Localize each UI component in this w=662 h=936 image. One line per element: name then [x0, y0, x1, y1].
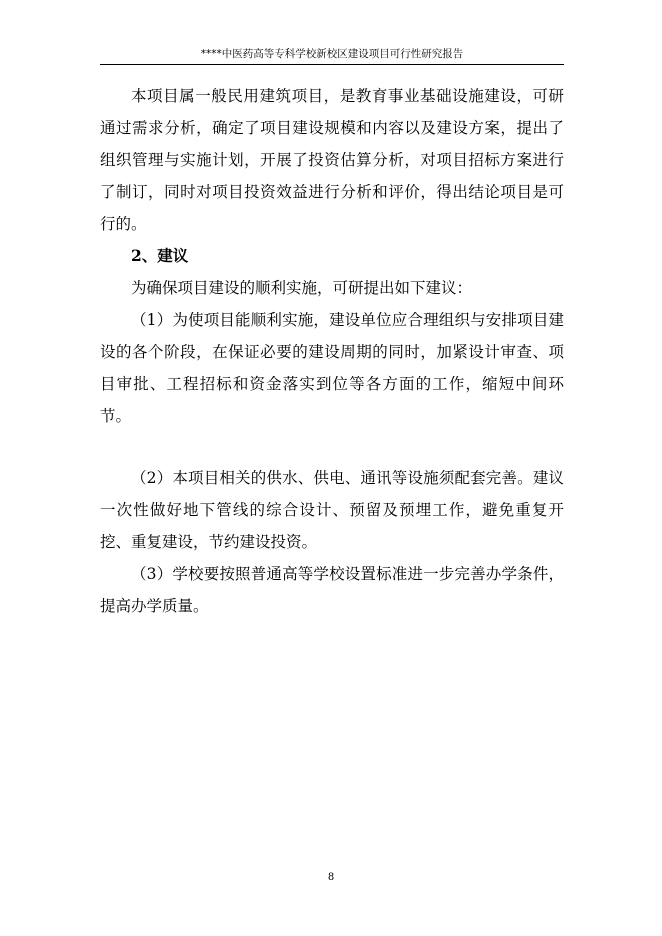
conclusion-paragraph: 本项目属一般民用建筑项目，是教育事业基础设施建设，可研通过需求分析，确定了项目建设规模和内容以及建设方案，提出了组织管理与实施计划，开展了投资估算分析，对项目招标方案进行了制订，同时对项目投资效益进行分析和评价，得出结论项目是可行的。: [100, 87, 564, 233]
document-body: [100, 80, 564, 622]
section-title: 2、建议: [131, 246, 189, 265]
paragraph-gap: [100, 432, 564, 462]
page-number: 8: [327, 872, 335, 883]
suggestion-item-2: （2）本项目相关的供水、供电、通讯等设施须配套完善。建议一次性做好地下管线的综合设计、预留及预埋工作，避免重复开挖、重复建设，节约建设投资。: [100, 469, 564, 551]
header-divider: [100, 64, 564, 65]
suggestion-item-1: （1）为使项目能顺利实施，建设单位应合理组织与安排项目建设的各个阶段，在保证必要的建设周期的同时，加紧设计审查、项目审批、工程招标和资金落实到位等各方面的工作，缩短中间环节。: [100, 311, 564, 425]
page-header: ****中医药高等专科学校新校区建设项目可行性研究报告: [200, 48, 464, 60]
suggestion-item-3: （3）学校要按照普通高等学校设置标准进一步完善办学条件，提高办学质量。: [100, 565, 564, 615]
suggestions-intro: 为确保项目建设的顺利实施，可研提出如下建议：: [131, 279, 473, 297]
